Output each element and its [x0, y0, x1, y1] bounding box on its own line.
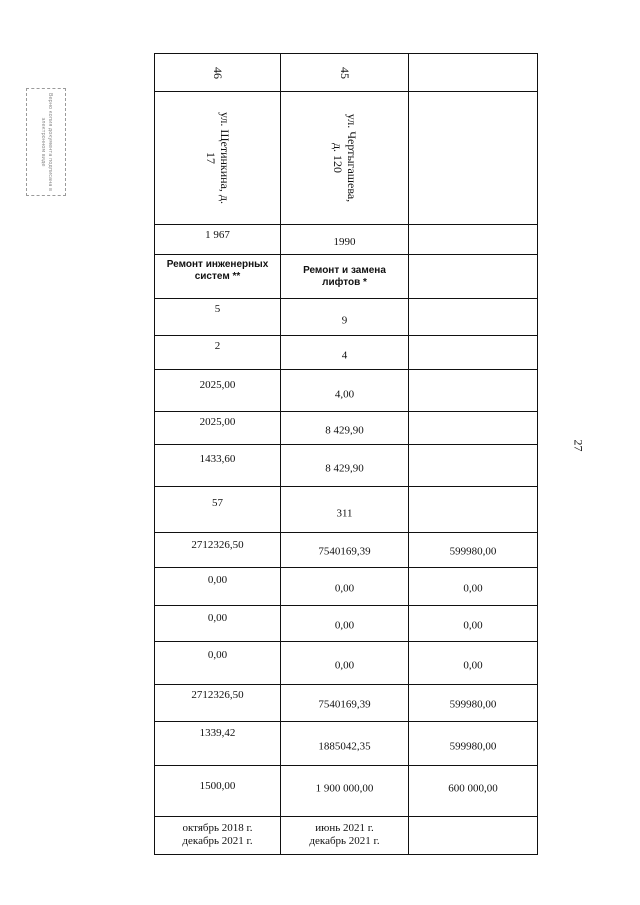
cell-v6-col2: 311 [281, 487, 409, 533]
cell-v13-col1: 1500,00 [155, 766, 281, 817]
cell-year-col3 [409, 225, 538, 255]
cell-v4-col2: 8 429,90 [281, 412, 409, 445]
cell-v7-col2: 7540169,39 [281, 533, 409, 568]
cell-v13-col2: 1 900 000,00 [281, 766, 409, 817]
cell-v9-col2: 0,00 [281, 606, 409, 642]
cell-v10-col2: 0,00 [281, 642, 409, 685]
cell-worktype-col1: Ремонт инженерных систем ** [155, 255, 281, 299]
cell-v8-col3: 0,00 [409, 568, 538, 606]
cell-v5-col2: 8 429,90 [281, 445, 409, 487]
cell-v8-col1: 0,00 [155, 568, 281, 606]
cell-number-col1: 46 [155, 54, 281, 92]
cell-v10-col3: 0,00 [409, 642, 538, 685]
cell-v4-col1: 2025,00 [155, 412, 281, 445]
cell-year-col1: 1 967 [155, 225, 281, 255]
certification-stamp [26, 88, 66, 196]
cell-v4-col3 [409, 412, 538, 445]
stamp-text: Верно копия документа подписана в электронном виде [40, 93, 53, 191]
cell-v8-col2: 0,00 [281, 568, 409, 606]
cell-v12-col2: 1885042,35 [281, 722, 409, 766]
cell-number-col3 [409, 54, 538, 92]
cell-v12-col3: 599980,00 [409, 722, 538, 766]
cell-v2-col2: 4 [281, 336, 409, 370]
cell-worktype-col2: Ремонт и замена лифтов * [281, 255, 409, 299]
cell-year-col2: 1990 [281, 225, 409, 255]
cell-v1-col2: 9 [281, 299, 409, 336]
cell-v2-col3 [409, 336, 538, 370]
cell-v12-col1: 1339,42 [155, 722, 281, 766]
cell-period-col1: октябрь 2018 г. декабрь 2021 г. [155, 817, 281, 855]
cell-v1-col1: 5 [155, 299, 281, 336]
cell-v3-col3 [409, 370, 538, 412]
cell-v3-col2: 4,00 [281, 370, 409, 412]
cell-v9-col3: 0,00 [409, 606, 538, 642]
cell-address-col3 [409, 92, 538, 225]
cell-period-col3 [409, 817, 538, 855]
cell-address-col1: ул. Щетинкина, д. 17 [155, 92, 281, 225]
cell-v11-col1: 2712326,50 [155, 685, 281, 722]
cell-number-col2: 45 [281, 54, 409, 92]
cell-period-col2: июнь 2021 г. декабрь 2021 г. [281, 817, 409, 855]
cell-v9-col1: 0,00 [155, 606, 281, 642]
page-number: 27 [571, 439, 586, 452]
cell-worktype-col3 [409, 255, 538, 299]
cell-v3-col1: 2025,00 [155, 370, 281, 412]
cell-v1-col3 [409, 299, 538, 336]
cell-v11-col3: 599980,00 [409, 685, 538, 722]
data-table [154, 53, 538, 855]
cell-v2-col1: 2 [155, 336, 281, 370]
cell-v6-col1: 57 [155, 487, 281, 533]
cell-v5-col3 [409, 445, 538, 487]
cell-v7-col3: 599980,00 [409, 533, 538, 568]
cell-v10-col1: 0,00 [155, 642, 281, 685]
cell-v5-col1: 1433,60 [155, 445, 281, 487]
cell-v7-col1: 2712326,50 [155, 533, 281, 568]
cell-v11-col2: 7540169,39 [281, 685, 409, 722]
cell-v6-col3 [409, 487, 538, 533]
cell-address-col2: ул. Чертыгашева, д. 120 [281, 92, 409, 225]
cell-v13-col3: 600 000,00 [409, 766, 538, 817]
